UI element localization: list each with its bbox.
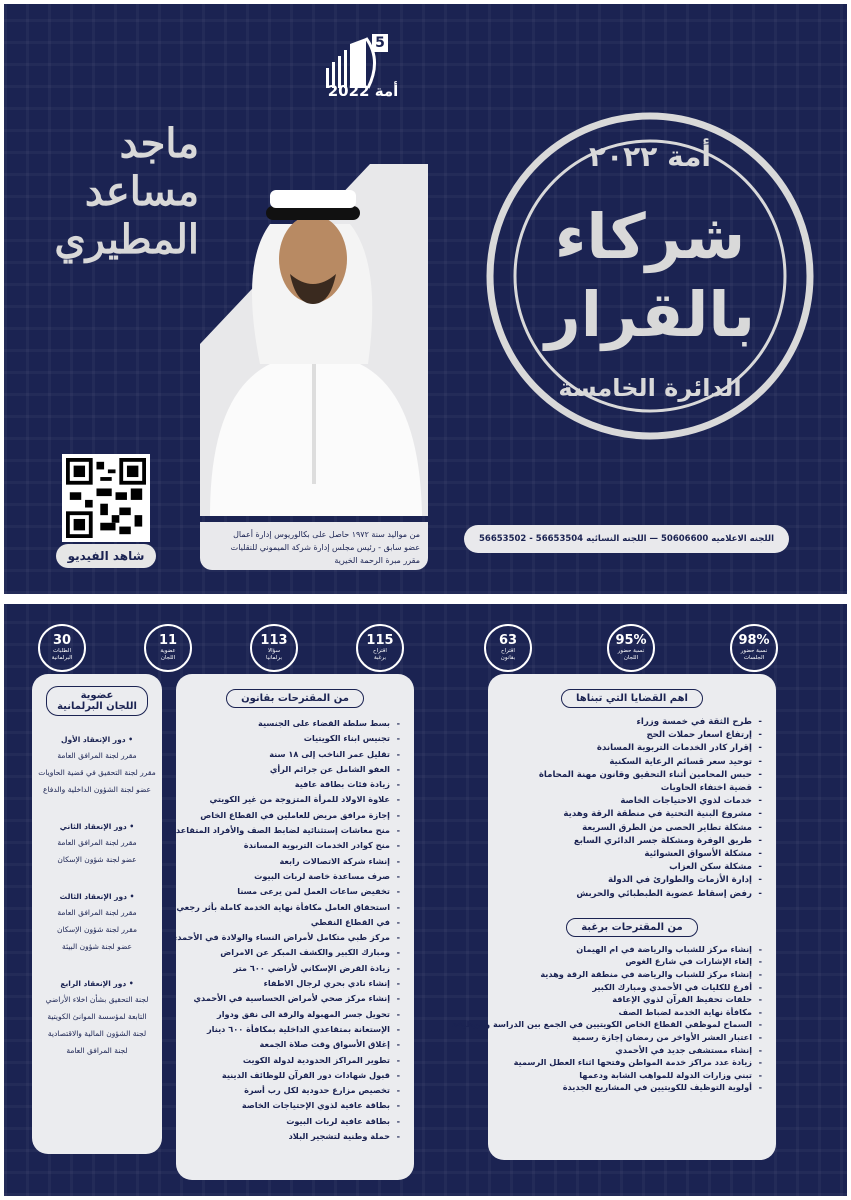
desire-proposal-item: - إنشاء مركز للشباب والرياضة في ام الهيمان — [496, 943, 762, 956]
law-proposals-list — [165, 716, 414, 1144]
law-proposal-item: - زيادة القرض الإسكاني لأراضي ٦٠٠ متر — [184, 961, 400, 976]
issues-list — [488, 716, 776, 901]
committee-session-heading: • دور الإنعقاد الثاني — [59, 822, 135, 831]
law-proposal-item: - بطاقة عافية لذوي الإحتياجات الخاصة — [184, 1098, 400, 1113]
desire-proposals-list — [452, 943, 776, 1094]
campaign-cover — [4, 4, 847, 594]
issue-item: - قضية اختفاء الحاويات — [496, 782, 762, 795]
desire-proposal-item: - أولوية التوظيف للكويتيين في المشاريع الجديدة — [496, 1081, 762, 1094]
logo-year: أمة 2022 — [327, 82, 399, 100]
committees-title-line: اللجان البرلمانية — [57, 701, 137, 712]
stat-value: 113 — [260, 633, 288, 648]
committee-session — [32, 891, 162, 952]
issue-item: - مشكلة تطاير الحصى من الطرق السريعة — [496, 822, 762, 835]
stat-label: سؤالا برلمانيا — [266, 648, 282, 661]
law-proposal-item: - تقليل عمر الناخب إلى ١٨ سنة — [184, 747, 400, 762]
committee-session-heading: • دور الإنعقاد الرابع — [60, 979, 134, 988]
desire-proposal-item: - زيادة عدد مراكز خدمة المواطن وفتحها اثناء العطل الرسمية — [496, 1056, 762, 1069]
stat-value: 95% — [615, 633, 647, 648]
name-line-middle: مساعد — [84, 168, 199, 215]
qr-code[interactable] — [62, 454, 150, 542]
watch-video-button[interactable]: شاهد الفيديو — [56, 544, 156, 568]
law-proposal-item: - تحويل جسر المهبولة والرقة الى نفق ودوار — [184, 1007, 400, 1022]
stat-desire-proposals — [350, 624, 410, 672]
law-proposal-item: - إنشاء مركز صحي لأمراض الحساسية في الأحمدي — [184, 991, 400, 1006]
stat-session-attendance — [724, 624, 784, 672]
stat-label: نسبة حضور اللجان — [617, 648, 645, 661]
committee-session — [32, 978, 162, 1056]
law-proposal-item: - تخصيص مزارع حدودية لكل رب أسرة — [184, 1083, 400, 1098]
issue-item: - رفض إسقاط عضوية الطبطبائي والحربش — [496, 888, 762, 901]
committee-role: مقرر لجنة المرافق العامة — [57, 751, 137, 760]
stat-committee-attendance — [601, 624, 661, 672]
candidate-photo — [200, 164, 428, 516]
desire-proposal-item: - تبني وزارات الدولة للمواهب الشابة ودعمها — [496, 1069, 762, 1082]
law-proposal-item: - ومبارك الكبير والكشف المبكر عن الامراض — [184, 945, 400, 960]
law-proposal-item: - إجازة مرافق مريض للعاملين في القطاع الخاص — [184, 808, 400, 823]
law-proposal-item: - إنشاء شركة الاتصالات رابعة — [184, 854, 400, 869]
stamp-top-text: أمة ٢٠٢٢ — [588, 140, 712, 173]
issue-item: - مشروع البنية التحتية في منطقة الرقة وهدية — [496, 808, 762, 821]
desire-proposal-item: - إنشاء مركز للشباب والرياضة في منطقة الرقة وهدية — [496, 968, 762, 981]
bio-line: عضو سابق - رئيس مجلس إدارة شركة الميموني للنقليات — [230, 543, 420, 552]
law-proposal-item: - تخفيض ساعات العمل لمن يرعى مسنا — [184, 884, 400, 899]
desire-proposal-item: - حلقات تحفيظ القرآن لذوي الإعاقة — [496, 993, 762, 1006]
law-proposal-item: - مركز طبي متكامل لأمراض النساء والولادة في الأحمدي — [184, 930, 400, 945]
stat-value: 11 — [158, 633, 178, 648]
committee-role: لجنة المرافق العامة — [66, 1046, 128, 1055]
law-proposal-item: - تطوير المراكز الحدودية لدولة الكويت — [184, 1053, 400, 1068]
law-proposals-card — [165, 674, 414, 1180]
stat-value: 63 — [498, 633, 518, 648]
stamp-bottom-text: الدائرة الخامسة — [558, 374, 742, 402]
stat-value: 115 — [366, 633, 394, 648]
law-proposals-title: من المقترحات بقانون — [226, 689, 364, 708]
candidate-bio — [200, 522, 428, 570]
stat-parliamentary-requests — [32, 624, 92, 672]
contact-numbers: اللجنه الاعلاميه 50606600 — اللجنه النسائيه 56653504 - 56653502 — [464, 525, 789, 553]
campaign-stamp — [482, 108, 818, 444]
stat-value: 30 — [52, 633, 72, 648]
desire-proposals-title: من المقترحات برغبة — [566, 918, 698, 937]
law-proposal-item: - زيادة فئات بطاقة عافية — [184, 777, 400, 792]
name-line-last: المطيري — [54, 216, 199, 263]
committees-title-line: عضوية — [80, 690, 114, 701]
law-proposal-item: - قبول شهادات دور القرآن للوظائف الدينية — [184, 1068, 400, 1083]
committees-sections — [32, 734, 162, 1056]
stat-value: 98% — [738, 633, 770, 648]
committee-role: عضو لجنة شؤون البيئة — [62, 942, 132, 951]
committee-role: مقرر لجنة المرافق العامة — [57, 908, 137, 917]
law-proposal-item: - بسط سلطة القضاء على الجنسية — [184, 716, 400, 731]
desire-proposal-item: - إلغاء الإشارات في شارع الغوص — [496, 955, 762, 968]
issue-item: - إدارة الأزمات والطوارئ في الدولة — [496, 874, 762, 887]
desire-proposal-item: - اعتبار العشر الأواخر من رمضان إجازة رسمية — [496, 1031, 762, 1044]
law-proposal-item: - الإستعانة بمتقاعدي الداخلية بمكافأة ٦٠٠ دينار — [184, 1022, 400, 1037]
achievements-panel — [4, 604, 847, 1196]
stat-label: الطلبات البرلمانية — [51, 648, 73, 661]
issue-item: - حبس المحامين أثناء التحقيق وقانون مهنة المحاماة — [496, 769, 762, 782]
stat-committee-membership — [138, 624, 198, 672]
law-proposal-item: - إنشاء نادي بحري لرجال الاطفاء — [184, 976, 400, 991]
committee-role: مقرر لجنة المرافق العامة — [57, 838, 137, 847]
committee-role: مقرر لجنة شؤون الإسكان — [56, 925, 137, 934]
stat-label: اقتراح برغبة — [373, 648, 387, 661]
candidate-name — [54, 120, 199, 264]
committee-session-heading: • دور الإنعقاد الثالث — [59, 892, 135, 901]
stat-label: نسبة حضور الجلسات — [740, 648, 768, 661]
issues-card — [452, 674, 776, 1160]
issue-item: - خدمات لذوي الاحتياجات الخاصة — [496, 795, 762, 808]
bio-line: مقرر مبرة الرحمة الخيرية — [334, 556, 420, 565]
issue-item: - إقرار كادر الخدمات التربوية المساندة — [496, 742, 762, 755]
desire-proposal-item: - السماح لموظفي القطاع الخاص الكويتيين في الجمع بين الدراسة والوظيفة — [496, 1018, 762, 1031]
committee-session — [32, 821, 162, 865]
committees-title — [46, 686, 148, 716]
stat-questions — [244, 624, 304, 672]
law-proposal-item: - العفو الشامل عن جرائم الرأي — [184, 762, 400, 777]
desire-proposal-item: - أفرع للكليات في الأحمدي ومبارك الكبير — [496, 981, 762, 994]
committee-role: لجنة التحقيق بشأن اخلاء الأراضي — [45, 995, 149, 1004]
law-proposal-item: - إغلاق الأسواق وقت صلاة الجمعة — [184, 1037, 400, 1052]
law-proposal-item: - علاوة الاولاد للمرأة المتزوجة من غير الكويتي — [184, 792, 400, 807]
law-proposal-item: - في القطاع النفطي — [184, 915, 400, 930]
committee-role: لجنة الشؤون المالية والاقتصادية — [47, 1029, 147, 1038]
committee-role: مقرر لجنة التحقيق في قضية الحاويات — [38, 768, 156, 777]
law-proposal-item: - صرف مساعدة خاصة لربات البيوت — [184, 869, 400, 884]
committee-session-heading: • دور الإنعقاد الأول — [60, 735, 134, 744]
law-proposal-item: - تجنيس ابناء الكويتيات — [184, 731, 400, 746]
logo-number: 5 — [375, 35, 385, 51]
issue-item: - مشكلة سكن العزاب — [496, 861, 762, 874]
stat-law-proposals — [478, 624, 538, 672]
law-proposal-item: - منح معاشات إستثنائية لضابط الصف والأفراد المتقاعدين — [184, 823, 400, 838]
law-proposal-item: - منح كوادر الخدمات التربوية المساندة — [184, 838, 400, 853]
law-proposal-item: - استحقاق العامل مكافأة نهاية الخدمة كاملة بأثر رجعي — [184, 900, 400, 915]
law-proposal-item: - حملة وطنية لتشجير البلاد — [184, 1129, 400, 1144]
issue-item: - مشكلة الأسواق العشوائية — [496, 848, 762, 861]
committee-role: عضو لجنة شؤون الإسكان — [57, 855, 137, 864]
issues-title: اهم القضايا التي تبناها — [561, 689, 703, 708]
desire-proposal-item: - مكافأة نهاية الخدمة لضباط الصف — [496, 1006, 762, 1019]
issue-item: - توحيد سعر قسائم الرعاية السكنية — [496, 756, 762, 769]
stat-label: اقتراح بقانون — [500, 648, 516, 661]
name-line-first: ماجد — [119, 120, 199, 167]
committees-card — [32, 674, 162, 1154]
stamp-line-1: شركاء — [554, 200, 746, 273]
committee-session — [32, 734, 162, 795]
issue-item: - طرح الثقة في خمسة وزراء — [496, 716, 762, 729]
committee-role: التابعة لمؤسسة الموانئ الكويتية — [47, 1012, 147, 1021]
desire-proposal-item: - إنشاء مستشفى جديد في الأحمدي — [496, 1044, 762, 1057]
committee-role: عضو لجنة الشؤون الداخلية والدفاع — [43, 785, 151, 794]
law-proposal-item: - بطاقة عافية لربات البيوت — [184, 1114, 400, 1129]
stat-label: عضوية اللجان — [160, 648, 176, 661]
bio-line: من مواليد سنة ١٩٧٢ حاصل على بكالوريوس إدارة أعمال — [233, 530, 420, 539]
issue-item: - إرتفاع اسعار حملات الحج — [496, 729, 762, 742]
qr-code-icon — [66, 458, 146, 538]
issue-item: - طريق الوفرة ومشكلة جسر الدائري السابع — [496, 835, 762, 848]
stamp-line-2: بالقرار — [545, 278, 755, 351]
